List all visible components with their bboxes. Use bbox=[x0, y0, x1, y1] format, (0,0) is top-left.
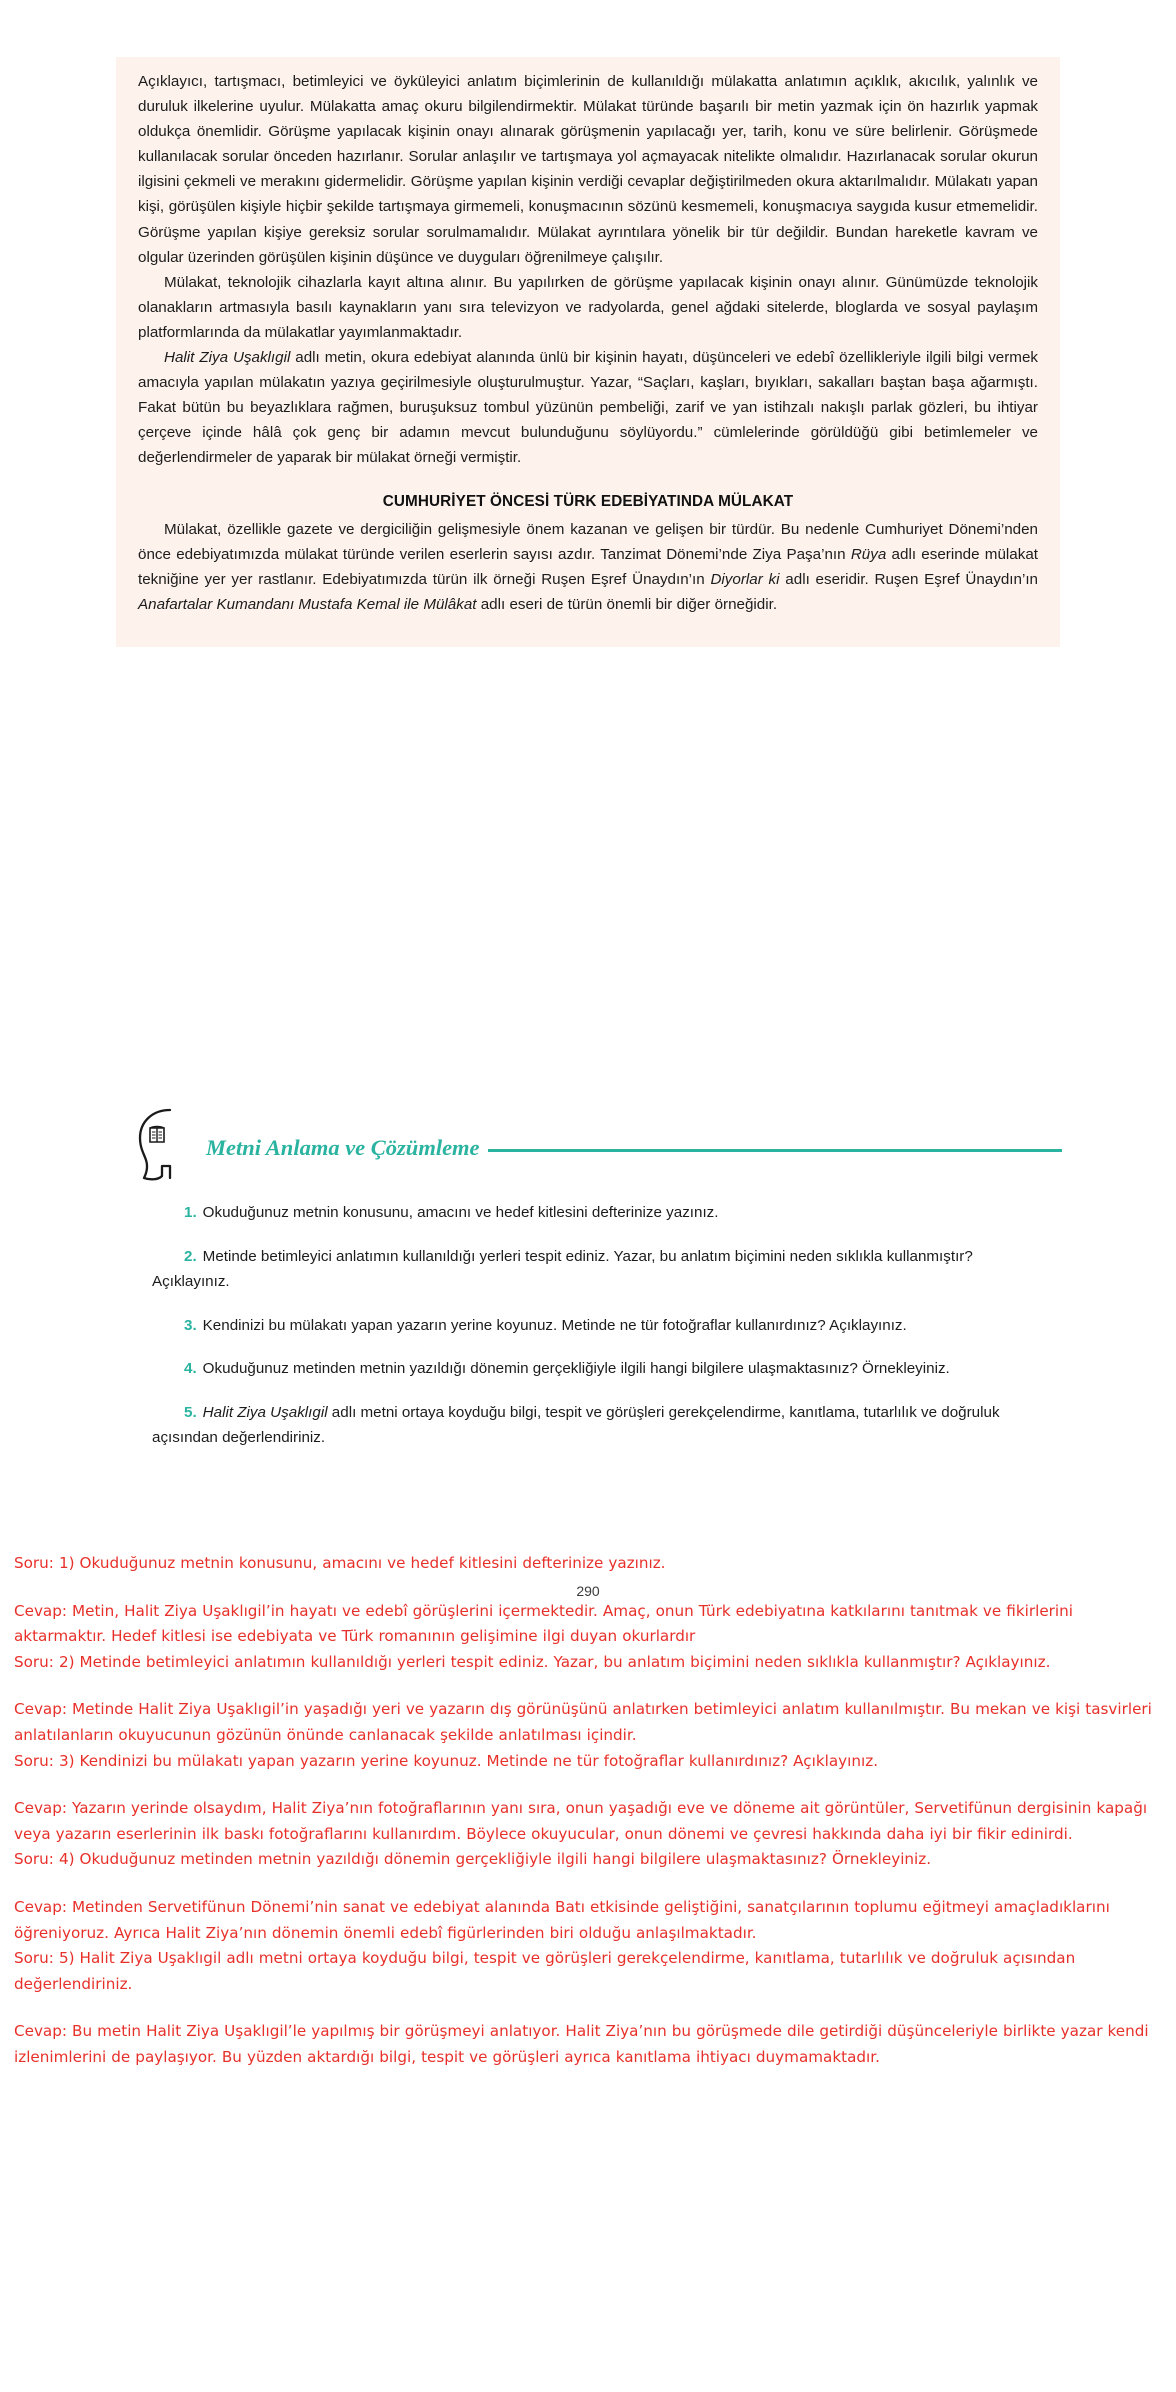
head-with-open-book-icon bbox=[136, 1108, 198, 1182]
qa-answer-1: Cevap: Metin, Halit Ziya Uşaklıgil’in hayatı ve edebî görüşlerini içermektedir. Amaç, onun Türk edebiyatına katkılarını tanıtmak ve fikirlerini aktarmaktır. Hedef kitlesi ise edebiyata ve Türk romanının gelişimine ilgi duyan okurlardır bbox=[14, 1601, 1073, 1646]
question-item-4 bbox=[152, 1356, 1052, 1382]
qa-gap-3 bbox=[14, 1774, 1166, 1796]
qa-gap-5 bbox=[14, 1997, 1166, 2019]
passage-paragraph-2: Mülakat, teknolojik cihazlarla kayıt altına alınır. Bu yapılırken de görüşme yapılacak kişinin onayı alınır. Günümüzde teknolojik olanakların artmasıyla basılı kaynakların yanı sıra televizyon ve radyolarda, genel ağdaki sitelerde, bloglarda ve sosyal paylaşım platformlarında da mülakatlar yayımlanmaktadır. bbox=[138, 273, 1038, 341]
work-title-halit-ziya: Halit Ziya Uşaklıgil bbox=[164, 349, 291, 367]
question-text-4: Okuduğunuz metinden metnin yazıldığı dönemin gerçekliğiyle ilgili hangi bilgilere ulaşmaktasınız? Örnekleyiniz. bbox=[202, 1360, 950, 1377]
qa-gap-4 bbox=[14, 1873, 1166, 1895]
work-title-anafartalar: Anafartalar Kumandanı Mustafa Kemal ile Mülâkat bbox=[138, 595, 477, 613]
question-item-1 bbox=[152, 1200, 1052, 1226]
question-text-3: Kendinizi bu mülakatı yapan yazarın yerine koyunuz. Metinde ne tür fotoğraflar kullanırdınız? Açıklayınız. bbox=[202, 1316, 907, 1334]
qa-question-1: Soru: 1) Okuduğunuz metnin konusunu, amacını ve hedef kitlesini defterinize yazınız. bbox=[14, 1554, 666, 1572]
question-5-italic-title: Halit Ziya Uşaklıgil bbox=[202, 1403, 328, 1421]
qa-answer-2: Cevap: Metinde Halit Ziya Uşaklıgil’in yaşadığı yeri ve yazarın dış görünüşünü anlatırken betimleyici anlatım kullanılmıştır. Bu mekan ve kişi tasvirleri anlatılanların okuyucunun gözünün önünde canlanacak şekilde anlatılması içindir. bbox=[14, 1700, 1152, 1744]
qa-answer-3: Cevap: Yazarın yerinde olsaydım, Halit Ziya’nın fotoğraflarının yanı sıra, onun yaşadığı eve ve döneme ait görüntüler, Servetifünun dergisinin kapağı veya yazarın eserlerinin ilk baskı fotoğraflarını kullanırdım. Böylece okuyucular, onun dönemi ve çevresi hakkında daha iyi bir fikir edinirdi. bbox=[14, 1799, 1148, 1843]
qa-answer-4: Cevap: Metinden Servetifünun Dönemi’nin sanat ve edebiyat alanında Batı etkisinde geliştiğini, sanatçılarının toplumu eğitmeyi amaçladıklarını öğreniyoruz. Ayrıca Halit Ziya’nın dönemin önemli edebî figürlerinden biri olduğu anlaşılmaktadır. bbox=[14, 1897, 1110, 1942]
question-item-5 bbox=[152, 1400, 1052, 1451]
passage-paragraph-1: Açıklayıcı, tartışmacı, betimleyici ve öyküleyici anlatım biçimlerinin de kullanıldığı mülakatta anlatımın açıklık, akıcılık, yalınlık ve duruluk ilkelerine uyulur. Mülakatta amaç okuru bilgilendirmektir. Mülakat türünde başarılı bir metin yazmak için ön hazırlık yapmak oldukça önemlidir. Görüşme yapılacak kişinin onayı alınarak görüşmenin yapılacağı yer, tarih, konu ve süre belirlenir. Görüşmede kullanılacak sorular önceden hazırlanır. Sorular anlaşılır ve tartışmaya yol açmayacak nitelikte olmalıdır. Hazırlanacak sorular okurun ilgisini çekmeli ve merakını gidermelidir. Görüşme yapılan kişinin verdiği cevaplar değiştirilmeden okura aktarılmalıdır. Mülakatı yapan kişi, görüşülen kişiyle hiçbir şekilde tartışmaya girmemeli, konuşmacının sözünü kesmemeli, konuşmacıya saygıda kusur etmemelidir. Görüşme yapılan kişiye gereksiz sorular sorulmamalıdır. Mülakat ayrıntılara yönelik bir tür değildir. Bundan hareketle kavram ve olgular üzerinden görüşülen kişinin düşünce ve duyguları öğrenilmeye çalışılır. bbox=[138, 73, 1038, 266]
question-item-2 bbox=[152, 1244, 1052, 1295]
qa-question-5: Soru: 5) Halit Ziya Uşaklıgil adlı metni ortaya koyduğu bilgi, tespit ve görüşleri gerekçelendirme, kanıtlama, tutarlılık ve doğruluk açısından değerlendiriniz. bbox=[14, 1949, 1076, 1993]
passage-paragraph-3-rest: adlı metin, okura edebiyat alanında ünlü bir kişinin hayatı, düşünceleri ve edebî özellikleriyle ilgili bilgi vermek amacıyla yapılan mülakatın yazıya geçirilmesiyle oluşturulmuştur. Yazar, “Saçları, kaşları, bıyıkları, sakalları baştan başa ağarmıştı. Fakat bütün bu beyazlıklara rağmen, buruşuksuz tombul yüzünün pembeliği, zarif ve yan istihzalı nakışlı parlak gözleri, bu ihtiyar çerçeve içinde hâlâ çok genç bir adamın mevcut bulunduğunu söylüyordu.” cümlelerinde görüldüğü gibi betimlemeler ve değerlendirmeler de yaparak bir mülakat örneği vermiştir. bbox=[138, 349, 1038, 467]
qa-answer-5: Cevap: Bu metin Halit Ziya Uşaklıgil’le yapılmış bir görüşmeyi anlatıyor. Halit Ziya’nın bu görüşmede dile getirdiği düşünceleriyle birlikte yazar kendi izlenimlerini de paylaşıyor. Bu yüzden aktardığı bilgi, tespit ve görüşleri ayrıca kanıtlama ihtiyacı duymamaktadır. bbox=[14, 2022, 1149, 2066]
question-item-3 bbox=[152, 1313, 1052, 1339]
qa-gap-1 bbox=[14, 1577, 1166, 1599]
qa-question-3: Soru: 3) Kendinizi bu mülakatı yapan yazarın yerine koyunuz. Metinde ne tür fotoğraflar kullanırdınız? Açıklayınız. bbox=[14, 1751, 879, 1770]
question-text-2: Metinde betimleyici anlatımın kullanıldığı yerleri tespit ediniz. Yazar, bu anlatım biçimini neden sıklıkla kullanmıştır? Açıklayınız. bbox=[152, 1247, 973, 1290]
question-number-4: 4. bbox=[184, 1360, 197, 1377]
p4-seg2: adlı eserinde mülakat tekniğine yer yer rastlanır. Edebiyatımızda türün ilk örneği Ruşen Eşref Ünaydın’ın bbox=[138, 545, 1038, 588]
activity-title-rule bbox=[488, 1149, 1062, 1152]
qa-question-2: Soru: 2) Metinde betimleyici anlatımın kullanıldığı yerleri tespit ediniz. Yazar, bu anlatım biçimini neden sıklıkla kullanmıştır? Açıklayınız. bbox=[14, 1652, 1051, 1671]
question-number-5: 5. bbox=[184, 1403, 197, 1421]
page-number: 290 bbox=[576, 1583, 600, 1599]
p4-seg4: adlı eseri de türün önemli bir diğer örneğidir. bbox=[476, 595, 778, 613]
question-number-3: 3. bbox=[184, 1316, 197, 1334]
work-title-diyorlar-ki: Diyorlar ki bbox=[710, 570, 780, 588]
reading-passage-panel bbox=[116, 57, 1060, 647]
activity-title: Metni Anlama ve Çözümleme bbox=[206, 1135, 480, 1160]
section-heading: CUMHURİYET ÖNCESİ TÜRK EDEBİYATINDA MÜLAKAT bbox=[382, 492, 794, 510]
passage-paragraph-3 bbox=[138, 345, 1038, 470]
qa-gap-2 bbox=[14, 1675, 1166, 1697]
p4-seg3: adlı eseridir. Ruşen Eşref Ünaydın’ın bbox=[779, 570, 1038, 588]
question-text-1: Okuduğunuz metnin konusunu, amacını ve hedef kitlesini defterinize yazınız. bbox=[202, 1204, 719, 1221]
passage-paragraph-4 bbox=[138, 517, 1038, 617]
answer-key-block bbox=[14, 1551, 1166, 2071]
work-title-ruya: Rüya bbox=[850, 545, 887, 563]
question-number-1: 1. bbox=[184, 1204, 197, 1221]
question-list bbox=[152, 1200, 1052, 1469]
activity-header bbox=[118, 1108, 1062, 1192]
question-number-2: 2. bbox=[184, 1247, 197, 1265]
qa-question-4: Soru: 4) Okuduğunuz metinden metnin yazıldığı dönemin gerçekliğiyle ilgili hangi bilgilere ulaşmaktasınız? Örnekleyiniz. bbox=[14, 1850, 932, 1869]
question-text-5: adlı metni ortaya koyduğu bilgi, tespit ve görüşleri gerekçelendirme, kanıtlama, tutarlılık ve doğruluk açısından değerlendiriniz. bbox=[152, 1403, 1000, 1446]
p4-seg1: Mülakat, özellikle gazete ve dergiciliğin gelişmesiyle önem kazanan ve gelişen bir türdür. Bu nedenle Cumhuriyet Dönemi’nden önce edebiyatımızda mülakat türünde verilen eserlerin sayısı azdır. Tanzimat Dönemi’nde Ziya Paşa’nın bbox=[138, 520, 1038, 563]
